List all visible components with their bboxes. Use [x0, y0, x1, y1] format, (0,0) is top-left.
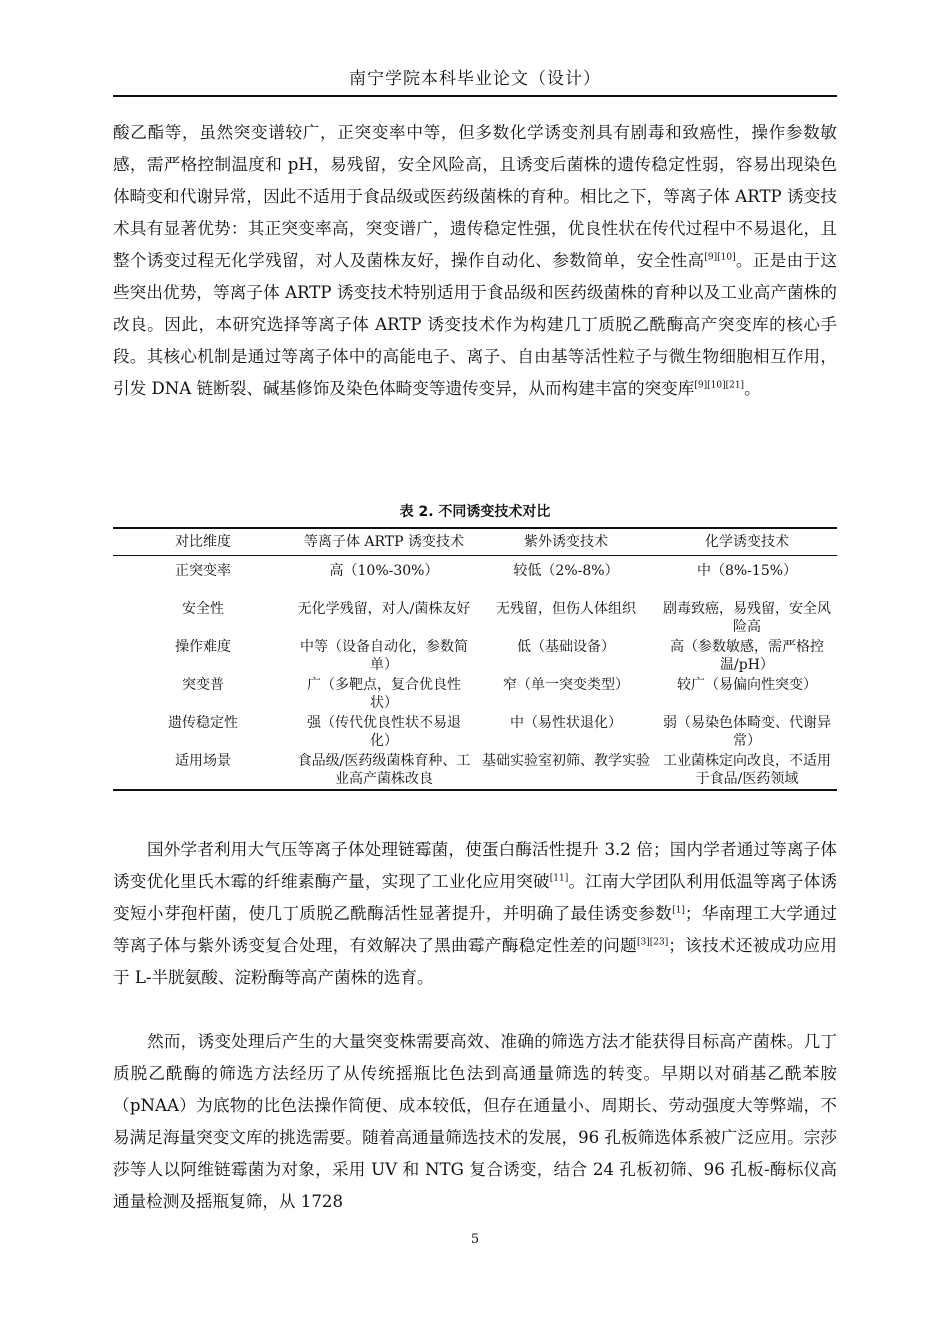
table-caption: 表 2. 不同诱变技术对比 [399, 504, 551, 520]
citation: [3][23] [637, 937, 669, 948]
table-row [113, 599, 837, 637]
paragraph-text: 酸乙酯等，虽然突变谱较广，正突变率中等，但多数化学诱变剂具有剧毒和致癌性，操作参数敏感，需严格控制温度和 pH，易残留，安全风险高，且诱变后菌株的遗传稳定性弱，容易出现染色体畸变和代谢异常，因此不适用于食品级或医药级菌株的育种。相比之下，等离子体 ARTP 诱变技术具有显著优势：其正突变率高，突变谱广，遗传稳定性强，优良性状在传代过程中不易退化，且整个诱变过程无化学残留，对人及菌株友好，操作自动化、参数简单，安全性高 [113, 123, 837, 270]
table-cell: 低（基础设备） [517, 639, 615, 655]
paragraph-screening-methods [113, 1026, 837, 1218]
table-cell: 中等（设备自动化，参数简单） [300, 639, 468, 673]
column-header: 紫外诱变技术 [524, 534, 608, 550]
table-cell: 剧毒致癌，易残留，安全风险高 [663, 601, 831, 635]
table-cell: 安全性 [182, 601, 224, 617]
table-row [113, 713, 837, 751]
table-cell: 无化学残留，对人/菌株友好 [297, 601, 471, 617]
paragraph-text: 国外学者利用大气压等离子体处理链霉菌，使蛋白酶活性提升 3.2 倍；国内学者通过等离子体诱变优化里氏木霉的纤维素酶产量，实现了工业化应用突破 [113, 840, 837, 891]
paragraph-text: ；该技术还被成功应用于 L-半胱氨酸、淀粉酶等高产菌株的选育。 [113, 936, 838, 987]
paragraph-text: ；华南理工大学通过等离子体与紫外诱变复合处理，有效解决了黑曲霉产酶稳定性差的问题 [113, 904, 838, 955]
table-cell: 高（参数敏感，需严格控温/pH） [670, 639, 824, 673]
table-cell: 无残留，但伤人体组织 [496, 601, 636, 617]
table-cell: 基础实验室初筛、教学实验 [482, 753, 650, 769]
paragraph-plasma-applications [113, 834, 837, 994]
paragraph-text: 。正是由于这些突出优势，等离子体 ARTP 诱变技术特别适用于食品级和医药级菌株的育种以及工业高产菌株的改良。因此，本研究选择等离子体 ARTP 诱变技术作为构建几丁质脱乙酰酶高产突变库的核心手段。其核心机制是通过等离子体中的高能电子、离子、自由基等活性粒子与微生物细胞相互作用，引发 DNA 链断裂、碱基修饰及染色体畸变等遗传变异，从而构建丰富的突变库 [113, 251, 838, 398]
table-row [113, 637, 837, 675]
citation: [1] [672, 905, 685, 916]
column-header: 化学诱变技术 [705, 534, 789, 550]
paragraph-text: 。江南大学团队利用低温等离子体诱变短小芽孢杆菌，使几丁质脱乙酰酶活性显著提升，并明确了最佳诱变参数 [113, 872, 838, 923]
column-header: 等离子体 ARTP 诱变技术 [303, 534, 465, 550]
running-header: 南宁学院本科毕业论文（设计） [349, 69, 601, 89]
table-row [113, 751, 837, 790]
paragraph-mutagen-comparison [113, 117, 837, 405]
paragraph-text: 。 [744, 379, 761, 398]
header-rule [113, 95, 837, 97]
table-cell: 较低（2%-8%） [513, 563, 619, 579]
table-header-row [113, 528, 837, 556]
citation: [9][10][21] [694, 380, 745, 391]
table-cell: 操作难度 [175, 639, 231, 655]
comparison-table [113, 527, 837, 791]
column-header: 对比维度 [175, 534, 231, 550]
citation: [9][10] [704, 252, 736, 263]
table-row [113, 675, 837, 713]
page-number: 5 [470, 1232, 480, 1247]
table-cell: 弱（易染色体畸变、代谢异常） [663, 715, 831, 749]
table-cell: 较广（易偏向性突变） [677, 677, 817, 693]
table-cell: 适用场景 [175, 753, 231, 769]
table-cell: 工业菌株定向改良，不适用于食品/医药领域 [663, 753, 831, 787]
table-cell: 中（易性状退化） [510, 715, 622, 731]
table-cell: 强（传代优良性状不易退化） [307, 715, 461, 749]
table-cell: 窄（单一突变类型） [503, 677, 629, 693]
table-cell: 高（10%-30%） [329, 563, 439, 579]
table-cell: 食品级/医药级菌株育种、工业高产菌株改良 [297, 753, 471, 787]
table-cell: 广（多靶点，复合优良性状） [307, 677, 461, 711]
table-cell: 正突变率 [175, 563, 231, 579]
citation: [11] [549, 873, 569, 884]
table-cell: 突变普 [182, 677, 224, 693]
table-cell: 遗传稳定性 [168, 715, 238, 731]
table-row [113, 556, 837, 600]
paragraph-text: 然而，诱变处理后产生的大量突变株需要高效、准确的筛选方法才能获得目标高产菌株。几丁质脱乙酰酶的筛选方法经历了从传统摇瓶比色法到高通量筛选的转变。早期以对硝基乙酰苯胺（pNAA）为底物的比色法操作简便、成本较低，但存在通量小、周期长、劳动强度大等弊端，不易满足海量突变文库的挑选需要。随着高通量筛选技术的发展，96 孔板筛选体系被广泛应用。宗莎莎等人以阿维链霉菌为对象，采用 UV 和 NTG 复合诱变，结合 24 孔板初筛、96 孔板-酶标仪高通量检测及摇瓶复筛，从 1728 [113, 1032, 837, 1211]
table-cell: 中（8%-15%） [696, 563, 798, 579]
